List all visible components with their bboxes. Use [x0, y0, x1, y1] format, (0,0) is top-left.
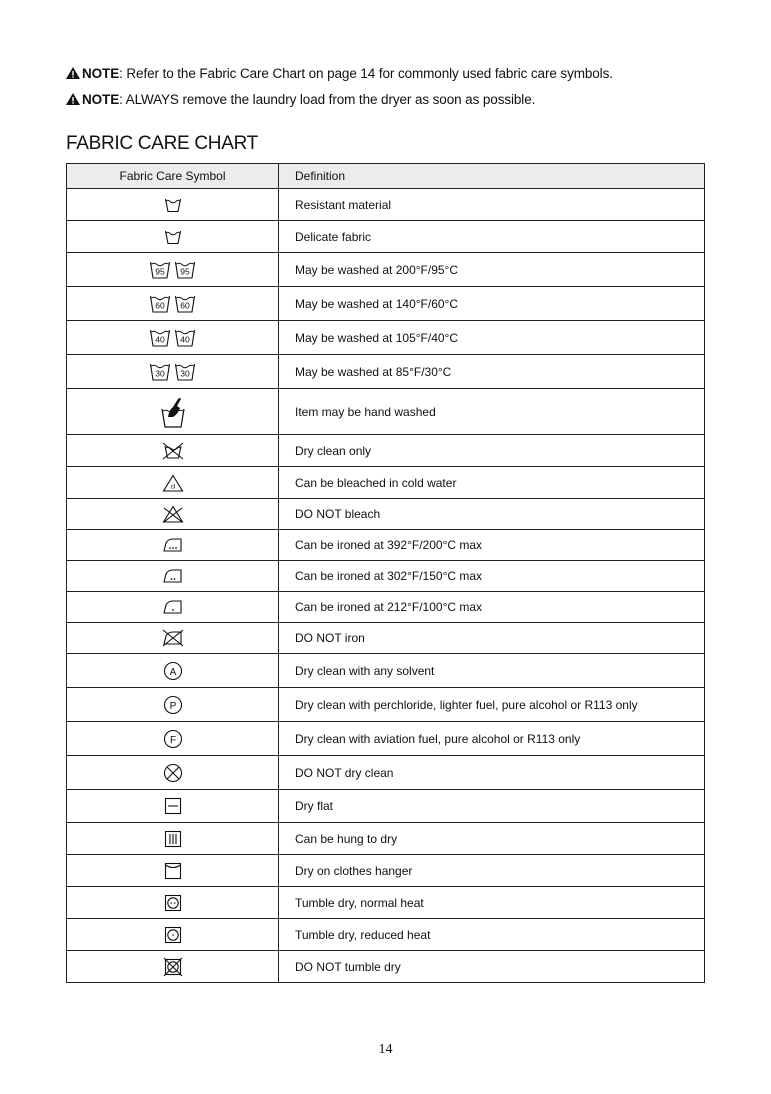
svg-text:60: 60	[155, 300, 165, 310]
wash-60-icon	[174, 294, 196, 314]
table-row	[67, 389, 705, 435]
symbol-cell	[67, 756, 279, 790]
table-row	[67, 919, 705, 951]
symbol-cell	[67, 435, 279, 467]
symbol-cell	[67, 389, 279, 435]
svg-text:cl: cl	[170, 483, 175, 490]
table-row	[67, 221, 705, 253]
definition-cell: Dry clean with any solvent	[279, 654, 705, 688]
symbol-cell	[67, 623, 279, 654]
table-row	[67, 887, 705, 919]
svg-text:95: 95	[155, 266, 165, 276]
fabric-care-chart-heading: FABRIC CARE CHART	[66, 133, 258, 154]
table-row	[67, 951, 705, 983]
tumble-reduced-icon	[164, 926, 182, 944]
note-text: : Refer to the Fabric Care Chart on page 14 for commonly used fabric care symbols.	[119, 66, 613, 81]
definition-cell: Dry flat	[279, 790, 705, 823]
definition-cell: Dry clean with aviation fuel, pure alcohol or R113 only	[279, 722, 705, 756]
dry-clean-f-icon	[163, 729, 183, 749]
wash-30-icon	[149, 362, 171, 382]
definition-cell: May be washed at 140°F/60°C	[279, 287, 705, 321]
no-bleach-icon	[162, 505, 184, 523]
no-wash-icon	[162, 442, 184, 460]
table-row	[67, 756, 705, 790]
page-number: 14	[378, 1042, 393, 1057]
no-dry-clean-icon	[163, 763, 183, 783]
symbol-cell	[67, 321, 279, 355]
svg-text:A: A	[169, 666, 176, 678]
symbol-cell	[67, 499, 279, 530]
table-row	[67, 499, 705, 530]
no-tumble-dry-icon	[163, 957, 183, 977]
definition-cell: Tumble dry, normal heat	[279, 887, 705, 919]
table-row	[67, 654, 705, 688]
definition-cell: Can be hung to dry	[279, 823, 705, 855]
wash-40-icon	[149, 328, 171, 348]
table-row	[67, 467, 705, 499]
symbol-cell	[67, 530, 279, 561]
svg-text:P: P	[169, 700, 176, 712]
note-remove-laundry	[66, 92, 535, 107]
symbol-cell	[67, 592, 279, 623]
svg-text:40: 40	[155, 334, 165, 344]
definition-cell: Can be ironed at 212°F/100°C max	[279, 592, 705, 623]
symbol-cell	[67, 688, 279, 722]
symbol-cell	[67, 823, 279, 855]
svg-text:60: 60	[180, 300, 190, 310]
cold-bleach-icon	[162, 474, 184, 492]
definition-cell: Can be ironed at 392°F/200°C max	[279, 530, 705, 561]
warning-icon	[66, 67, 80, 79]
symbol-cell	[67, 561, 279, 592]
fabric-care-table	[66, 163, 705, 983]
wash-tub-icon	[164, 229, 182, 245]
symbol-cell	[67, 467, 279, 499]
wash-60-icon	[149, 294, 171, 314]
definition-cell: Item may be hand washed	[279, 389, 705, 435]
table-row	[67, 287, 705, 321]
definition-cell: Dry on clothes hanger	[279, 855, 705, 887]
definition-cell: DO NOT dry clean	[279, 756, 705, 790]
table-row	[67, 253, 705, 287]
table-row	[67, 355, 705, 389]
symbol-cell	[67, 722, 279, 756]
wash-30-icon	[174, 362, 196, 382]
iron-high-icon	[163, 537, 183, 553]
symbol-cell	[67, 189, 279, 221]
table-row	[67, 321, 705, 355]
table-row	[67, 623, 705, 654]
svg-text:F: F	[169, 734, 176, 746]
dry-flat-icon	[164, 797, 182, 815]
definition-cell: Delicate fabric	[279, 221, 705, 253]
definition-cell: Resistant material	[279, 189, 705, 221]
symbol-cell	[67, 287, 279, 321]
symbol-cell	[67, 887, 279, 919]
hand-wash-icon	[160, 395, 186, 429]
table-row	[67, 823, 705, 855]
symbol-cell	[67, 919, 279, 951]
svg-text:95: 95	[180, 266, 190, 276]
definition-cell: Dry clean only	[279, 435, 705, 467]
symbol-cell	[67, 951, 279, 983]
definition-cell: DO NOT tumble dry	[279, 951, 705, 983]
iron-low-icon	[163, 599, 183, 615]
wash-95-icon	[174, 260, 196, 280]
clothes-hanger-icon	[164, 862, 182, 880]
table-row	[67, 855, 705, 887]
dry-clean-p-icon	[163, 695, 183, 715]
note-label: NOTE	[82, 92, 120, 107]
table-row	[67, 790, 705, 823]
table-row	[67, 592, 705, 623]
wash-40-icon	[174, 328, 196, 348]
symbol-cell	[67, 221, 279, 253]
table-row	[67, 722, 705, 756]
warning-icon	[66, 93, 80, 105]
table-row	[67, 561, 705, 592]
table-row	[67, 530, 705, 561]
note-text: : ALWAYS remove the laundry load from the dryer as soon as possible.	[119, 92, 536, 107]
iron-medium-icon	[163, 568, 183, 584]
definition-cell: Tumble dry, reduced heat	[279, 919, 705, 951]
wash-tub-icon	[164, 197, 182, 213]
svg-text:30: 30	[155, 368, 165, 378]
definition-cell: DO NOT bleach	[279, 499, 705, 530]
definition-cell: Dry clean with perchloride, lighter fuel, pure alcohol or R113 only	[279, 688, 705, 722]
table-header-row	[67, 164, 705, 189]
note-refer-chart	[66, 66, 613, 81]
note-label: NOTE	[82, 66, 120, 81]
definition-cell: May be washed at 105°F/40°C	[279, 321, 705, 355]
tumble-normal-icon	[164, 894, 182, 912]
symbol-cell	[67, 654, 279, 688]
table-row	[67, 688, 705, 722]
definition-cell: Can be ironed at 302°F/150°C max	[279, 561, 705, 592]
svg-text:40: 40	[180, 334, 190, 344]
definition-cell: May be washed at 85°F/30°C	[279, 355, 705, 389]
dry-clean-a-icon	[163, 661, 183, 681]
symbol-cell	[67, 253, 279, 287]
definition-cell: Can be bleached in cold water	[279, 467, 705, 499]
symbol-cell	[67, 790, 279, 823]
definition-cell: DO NOT iron	[279, 623, 705, 654]
wash-95-icon	[149, 260, 171, 280]
symbol-cell	[67, 355, 279, 389]
definition-cell: May be washed at 200°F/95°C	[279, 253, 705, 287]
svg-text:30: 30	[180, 368, 190, 378]
symbol-column-header: Fabric Care Symbol	[67, 164, 279, 189]
symbol-cell	[67, 855, 279, 887]
definition-column-header: Definition	[279, 164, 705, 189]
table-row	[67, 189, 705, 221]
table-row	[67, 435, 705, 467]
no-iron-icon	[162, 629, 184, 647]
hang-dry-icon	[164, 830, 182, 848]
